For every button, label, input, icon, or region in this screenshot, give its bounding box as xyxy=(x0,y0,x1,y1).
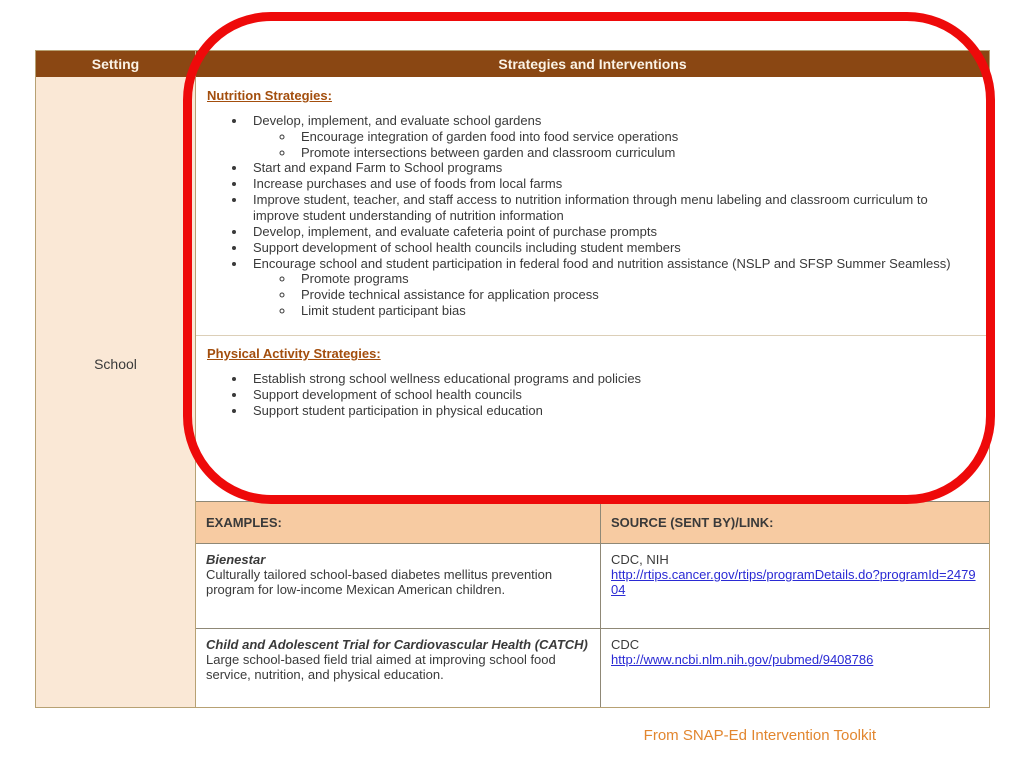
strategies-table xyxy=(35,50,990,708)
physical-activity-strategies-heading: Physical Activity Strategies: xyxy=(207,346,381,362)
setting-column-header: Setting xyxy=(36,51,196,77)
list-item xyxy=(247,113,977,161)
list-item: • Start and expand Farm to School programs xyxy=(247,160,977,176)
strategies-content-column xyxy=(196,77,989,707)
list-item-text: Develop, implement, and evaluate school gardens xyxy=(253,112,542,128)
examples-header-row xyxy=(196,502,989,544)
list-item: • Support student participation in physical education xyxy=(247,403,977,419)
list-item: • Support development of school health councils xyxy=(247,387,977,403)
example-description: Large school-based field trial aimed at improving school food service, nutrition, and physical education. xyxy=(206,652,556,682)
sub-list xyxy=(253,129,977,161)
sub-list-item: ◦ Limit student participant bias xyxy=(295,303,977,319)
list-item: • Establish strong school wellness educational programs and policies xyxy=(247,371,977,387)
examples-table xyxy=(196,501,989,707)
section-divider xyxy=(196,335,989,336)
list-item xyxy=(247,256,977,319)
examples-header: EXAMPLES: xyxy=(196,502,601,543)
list-item: • Improve student, teacher, and staff access to nutrition information through menu labeling and classroom curriculum to improve student understanding of nutrition information xyxy=(247,192,977,224)
setting-cell-school: School xyxy=(36,77,196,707)
example-cell xyxy=(196,544,601,628)
source-cell xyxy=(601,544,989,628)
source-header: SOURCE (SENT BY)/LINK: xyxy=(611,515,774,530)
example-title: Child and Adolescent Trial for Cardiovascular Health (CATCH) xyxy=(206,637,588,652)
example-cell xyxy=(196,629,601,707)
sub-list-item: ◦ Promote intersections between garden and classroom curriculum xyxy=(295,145,977,161)
school-row xyxy=(36,77,989,707)
strategies-column-header: Strategies and Interventions xyxy=(498,56,687,72)
physical-activity-strategies-list xyxy=(207,371,977,419)
source-caption: From SNAP-Ed Intervention Toolkit xyxy=(643,727,876,744)
sub-list-item: ◦ Encourage integration of garden food into food service operations xyxy=(295,129,977,145)
sub-list-item: ◦ Provide technical assistance for application process xyxy=(295,287,977,303)
list-item: • Develop, implement, and evaluate cafeteria point of purchase prompts xyxy=(247,224,977,240)
example-description: Culturally tailored school-based diabetes mellitus prevention program for low-income Mexican American children. xyxy=(206,567,553,597)
table-header-row xyxy=(36,51,989,77)
example-row-catch xyxy=(196,629,989,707)
list-item-text: Encourage school and student participation in federal food and nutrition assistance (NSLP and SFSP Summer Seamless) xyxy=(253,255,951,271)
source-link[interactable]: http://rtips.cancer.gov/rtips/programDetails.do?programId=247904 xyxy=(611,567,976,597)
example-row-bienestar xyxy=(196,544,989,629)
nutrition-strategies-list xyxy=(207,113,977,319)
list-item: • Increase purchases and use of foods from local farms xyxy=(247,176,977,192)
source-agency: CDC xyxy=(611,637,640,652)
strategies-cell xyxy=(196,77,989,501)
source-link[interactable]: http://www.ncbi.nlm.nih.gov/pubmed/9408786 xyxy=(611,652,874,667)
example-title: Bienestar xyxy=(206,552,266,567)
nutrition-strategies-heading: Nutrition Strategies: xyxy=(207,88,332,103)
source-cell xyxy=(601,629,989,707)
sub-list xyxy=(253,271,977,319)
source-agency: CDC, NIH xyxy=(611,552,669,567)
list-item: • Support development of school health councils including student members xyxy=(247,240,977,256)
sub-list-item: ◦ Promote programs xyxy=(295,271,977,287)
